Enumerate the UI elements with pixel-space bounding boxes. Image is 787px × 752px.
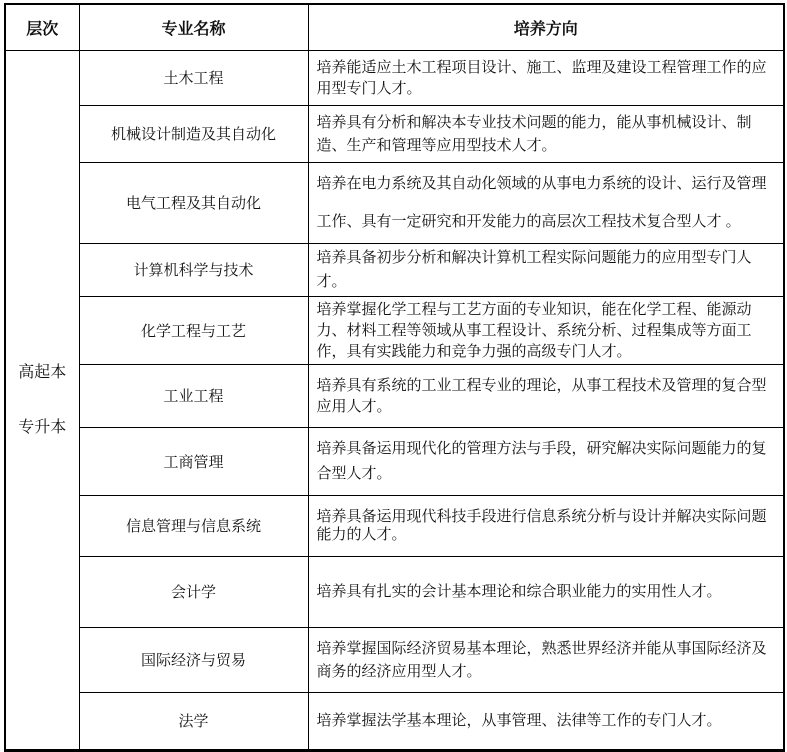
direction-text: 培养在电力系统及其自动化领域的从事电力系统的设计、运行及管理工作、具有一定研究和开发能力的高层次工程技术复合型人才 。 bbox=[316, 174, 767, 230]
major-cell: 工业工程 bbox=[79, 364, 308, 427]
direction-text: 培养能适应土木工程项目设计、施工、监理及建设工程管理工作的应用型专门人才。 bbox=[316, 58, 767, 97]
major-cell: 会计学 bbox=[79, 556, 308, 627]
major-cell: 工商管理 bbox=[79, 427, 308, 495]
direction-text: 培养具有分析和解决本专业技术问题的能力，能从事机械设计、制造、生产和管理等应用型技术人才。 bbox=[316, 113, 752, 154]
table-row bbox=[5, 105, 784, 162]
table-row bbox=[5, 364, 784, 427]
direction-text: 培养具备运用现代科技手段进行信息系统分析与设计并解决实际问题能力的人才。 bbox=[316, 507, 767, 543]
table-row bbox=[5, 427, 784, 495]
major-cell: 计算机科学与技术 bbox=[79, 243, 308, 296]
direction-text: 培养掌握国际经济贸易基本理论，熟悉世界经济并能从事国际经济及商务的经济应用型人才。 bbox=[316, 639, 767, 680]
major-cell: 信息管理与信息系统 bbox=[79, 495, 308, 556]
direction-text: 培养具备运用现代化的管理方法与手段，研究解决实际问题能力的复合型人才。 bbox=[316, 440, 767, 482]
major-cell: 化学工程与工艺 bbox=[79, 296, 308, 364]
direction-text: 培养掌握化学工程与工艺方面的专业知识，能在化学工程、能源动力、材料工程等领域从事工程设计、系统分析、过程集成等方面工作，具有实践能力和竞争力强的高级专门人才。 bbox=[316, 300, 752, 360]
major-cell: 法学 bbox=[79, 692, 308, 750]
table-row bbox=[5, 296, 784, 364]
table-row bbox=[5, 243, 784, 296]
level-label-zhuanshengben: 专升本 bbox=[18, 418, 67, 436]
level-label-gaoqiben: 高起本 bbox=[18, 363, 67, 381]
header-cell-major: 专业名称 bbox=[79, 4, 308, 50]
table-row bbox=[5, 627, 784, 692]
major-cell: 土木工程 bbox=[79, 50, 308, 105]
direction-cell bbox=[308, 692, 784, 750]
direction-cell bbox=[308, 296, 784, 364]
direction-text: 培养具有扎实的会计基本理论和综合职业能力的实用性人才。 bbox=[316, 582, 722, 600]
direction-cell bbox=[308, 427, 784, 495]
direction-cell bbox=[308, 105, 784, 162]
direction-text: 培养具有系统的工业工程专业的理论，从事工程技术及管理的复合型应用人才。 bbox=[316, 376, 767, 415]
header-row bbox=[5, 4, 784, 50]
direction-cell bbox=[308, 556, 784, 627]
major-cell: 电气工程及其自动化 bbox=[79, 162, 308, 243]
table-row bbox=[5, 692, 784, 750]
level-cell bbox=[5, 50, 79, 750]
direction-cell bbox=[308, 50, 784, 105]
direction-cell bbox=[308, 243, 784, 296]
direction-cell bbox=[308, 162, 784, 243]
table-row bbox=[5, 556, 784, 627]
direction-text: 培养具备初步分析和解决计算机工程实际问题能力的应用型专门人才。 bbox=[316, 248, 752, 290]
major-cell: 国际经济与贸易 bbox=[79, 627, 308, 692]
header-cell-level: 层次 bbox=[5, 4, 79, 50]
majors-table bbox=[4, 3, 785, 752]
table-row bbox=[5, 50, 784, 105]
major-cell: 机械设计制造及其自动化 bbox=[79, 105, 308, 162]
table-row bbox=[5, 162, 784, 243]
direction-cell bbox=[308, 627, 784, 692]
table-row bbox=[5, 495, 784, 556]
header-cell-direction: 培养方向 bbox=[308, 4, 784, 50]
direction-cell bbox=[308, 495, 784, 556]
direction-text: 培养掌握法学基本理论，从事管理、法律等工作的专门人才。 bbox=[316, 711, 722, 729]
direction-cell bbox=[308, 364, 784, 427]
